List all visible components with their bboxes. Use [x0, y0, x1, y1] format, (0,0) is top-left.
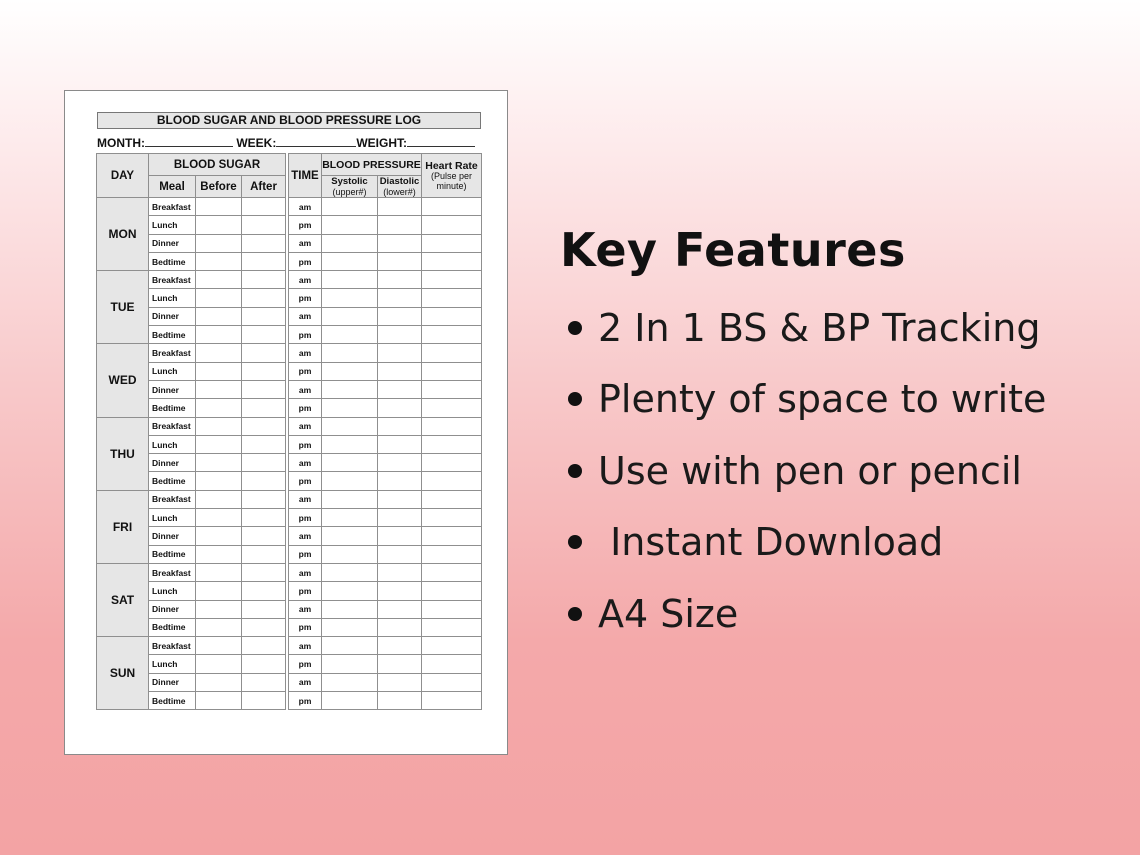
- weight-blank: [407, 135, 475, 147]
- diastolic-cell: [378, 417, 422, 435]
- systolic-header: [322, 176, 378, 198]
- table-row: [289, 509, 482, 527]
- heart-rate-cell: [422, 563, 482, 581]
- time-cell: pm: [289, 545, 322, 563]
- bullet-icon: [568, 392, 582, 406]
- systolic-cell: [322, 362, 378, 380]
- systolic-cell: [322, 618, 378, 636]
- before-cell: [196, 289, 242, 307]
- table-row: [289, 362, 482, 380]
- blood-pressure-table: [288, 153, 482, 710]
- after-cell: [242, 472, 286, 490]
- time-cell: am: [289, 417, 322, 435]
- heart-rate-cell: [422, 326, 482, 344]
- before-cell: [196, 490, 242, 508]
- heart-rate-cell: [422, 216, 482, 234]
- log-title: BLOOD SUGAR AND BLOOD PRESSURE LOG: [97, 112, 481, 129]
- systolic-cell: [322, 692, 378, 710]
- diastolic-cell: [378, 637, 422, 655]
- meal-cell: Dinner: [149, 234, 196, 252]
- systolic-cell: [322, 527, 378, 545]
- diastolic-cell: [378, 326, 422, 344]
- meal-cell: Bedtime: [149, 252, 196, 270]
- before-cell: [196, 198, 242, 216]
- after-cell: [242, 655, 286, 673]
- heart-rate-cell: [422, 673, 482, 691]
- time-cell: am: [289, 344, 322, 362]
- feature-item: [560, 292, 1120, 364]
- time-cell: am: [289, 307, 322, 325]
- week-label: WEEK:: [236, 136, 277, 150]
- systolic-cell: [322, 655, 378, 673]
- table-row: [289, 399, 482, 417]
- feature-item: [560, 578, 1120, 650]
- after-cell: [242, 545, 286, 563]
- diastolic-cell: [378, 435, 422, 453]
- before-cell: [196, 472, 242, 490]
- week-blank: [276, 135, 356, 147]
- table-row: [289, 271, 482, 289]
- after-cell: [242, 490, 286, 508]
- meal-cell: Breakfast: [149, 344, 196, 362]
- after-cell: [242, 271, 286, 289]
- time-cell: pm: [289, 692, 322, 710]
- time-cell: am: [289, 527, 322, 545]
- time-cell: pm: [289, 289, 322, 307]
- after-cell: [242, 637, 286, 655]
- heart-rate-cell: [422, 417, 482, 435]
- time-cell: pm: [289, 435, 322, 453]
- meal-cell: Dinner: [149, 454, 196, 472]
- table-row: [97, 344, 286, 362]
- after-cell: [242, 344, 286, 362]
- after-cell: [242, 216, 286, 234]
- day-cell: WED: [97, 344, 149, 417]
- table-row: [289, 655, 482, 673]
- heart-rate-cell: [422, 509, 482, 527]
- heart-rate-cell: [422, 618, 482, 636]
- time-cell: am: [289, 380, 322, 398]
- after-cell: [242, 600, 286, 618]
- systolic-cell: [322, 490, 378, 508]
- diastolic-cell: [378, 216, 422, 234]
- feature-text: Instant Download: [598, 520, 944, 565]
- before-cell: [196, 216, 242, 234]
- after-cell: [242, 198, 286, 216]
- table-row: [97, 198, 286, 216]
- systolic-cell: [322, 600, 378, 618]
- meal-cell: Lunch: [149, 435, 196, 453]
- before-header: Before: [196, 176, 242, 198]
- meal-cell: Bedtime: [149, 472, 196, 490]
- feature-text: 2 In 1 BS & BP Tracking: [598, 305, 1041, 350]
- day-cell: MON: [97, 198, 149, 271]
- systolic-cell: [322, 307, 378, 325]
- feature-text: Use with pen or pencil: [598, 448, 1022, 493]
- diastolic-cell: [378, 527, 422, 545]
- systolic-cell: [322, 326, 378, 344]
- before-cell: [196, 344, 242, 362]
- diastolic-cell: [378, 600, 422, 618]
- heart-rate-cell: [422, 527, 482, 545]
- after-cell: [242, 454, 286, 472]
- log-sheet-preview: [64, 90, 508, 755]
- heart-rate-cell: [422, 545, 482, 563]
- before-cell: [196, 454, 242, 472]
- diastolic-cell: [378, 673, 422, 691]
- time-cell: pm: [289, 252, 322, 270]
- after-cell: [242, 399, 286, 417]
- meal-cell: Bedtime: [149, 399, 196, 417]
- before-cell: [196, 326, 242, 344]
- diastolic-header: [378, 176, 422, 198]
- diastolic-cell: [378, 271, 422, 289]
- bullet-icon: [568, 607, 582, 621]
- systolic-cell: [322, 289, 378, 307]
- heart-rate-cell: [422, 289, 482, 307]
- diastolic-cell: [378, 563, 422, 581]
- header-fields: [97, 135, 481, 149]
- before-cell: [196, 362, 242, 380]
- after-cell: [242, 563, 286, 581]
- meal-cell: Breakfast: [149, 490, 196, 508]
- diastolic-cell: [378, 509, 422, 527]
- meal-cell: Lunch: [149, 216, 196, 234]
- table-row: [97, 417, 286, 435]
- meal-cell: Lunch: [149, 362, 196, 380]
- heart-rate-header: [422, 154, 482, 198]
- before-cell: [196, 618, 242, 636]
- systolic-label: Systolic: [331, 175, 368, 187]
- diastolic-cell: [378, 198, 422, 216]
- table-row: [289, 289, 482, 307]
- diastolic-cell: [378, 307, 422, 325]
- meal-cell: Bedtime: [149, 326, 196, 344]
- time-cell: am: [289, 600, 322, 618]
- systolic-cell: [322, 509, 378, 527]
- diastolic-cell: [378, 252, 422, 270]
- after-cell: [242, 252, 286, 270]
- heart-rate-cell: [422, 271, 482, 289]
- feature-item: [560, 507, 1120, 579]
- heart-rate-cell: [422, 380, 482, 398]
- diastolic-label: Diastolic: [379, 175, 420, 187]
- heart-rate-sub: (Pulse per minute): [430, 170, 473, 191]
- time-cell: am: [289, 271, 322, 289]
- time-cell: am: [289, 563, 322, 581]
- after-cell: [242, 435, 286, 453]
- before-cell: [196, 234, 242, 252]
- meal-cell: Breakfast: [149, 198, 196, 216]
- after-cell: [242, 582, 286, 600]
- meal-cell: Dinner: [149, 673, 196, 691]
- time-cell: pm: [289, 582, 322, 600]
- meal-cell: Lunch: [149, 289, 196, 307]
- table-row: [97, 637, 286, 655]
- before-cell: [196, 307, 242, 325]
- systolic-cell: [322, 454, 378, 472]
- heart-rate-cell: [422, 692, 482, 710]
- table-row: [289, 527, 482, 545]
- before-cell: [196, 600, 242, 618]
- time-cell: pm: [289, 472, 322, 490]
- time-cell: pm: [289, 655, 322, 673]
- time-cell: pm: [289, 399, 322, 417]
- before-cell: [196, 527, 242, 545]
- before-cell: [196, 655, 242, 673]
- diastolic-cell: [378, 399, 422, 417]
- before-cell: [196, 545, 242, 563]
- table-row: [289, 252, 482, 270]
- meal-cell: Dinner: [149, 600, 196, 618]
- systolic-sub: (upper#): [332, 186, 367, 197]
- before-cell: [196, 563, 242, 581]
- systolic-cell: [322, 582, 378, 600]
- before-cell: [196, 417, 242, 435]
- table-row: [97, 271, 286, 289]
- meal-cell: Breakfast: [149, 637, 196, 655]
- heart-rate-cell: [422, 435, 482, 453]
- before-cell: [196, 582, 242, 600]
- time-cell: pm: [289, 362, 322, 380]
- diastolic-cell: [378, 344, 422, 362]
- systolic-cell: [322, 673, 378, 691]
- table-row: [289, 454, 482, 472]
- table-row: [289, 380, 482, 398]
- meal-cell: Lunch: [149, 582, 196, 600]
- before-cell: [196, 637, 242, 655]
- meal-cell: Bedtime: [149, 545, 196, 563]
- systolic-cell: [322, 563, 378, 581]
- time-header: TIME: [289, 154, 322, 198]
- systolic-cell: [322, 380, 378, 398]
- time-cell: am: [289, 490, 322, 508]
- table-row: [289, 198, 482, 216]
- time-cell: am: [289, 673, 322, 691]
- key-features-panel: [560, 222, 1120, 650]
- after-cell: [242, 509, 286, 527]
- after-cell: [242, 234, 286, 252]
- diastolic-cell: [378, 692, 422, 710]
- after-cell: [242, 380, 286, 398]
- table-row: [289, 326, 482, 344]
- table-row: [289, 618, 482, 636]
- table-row: [97, 563, 286, 581]
- systolic-cell: [322, 252, 378, 270]
- heart-rate-cell: [422, 252, 482, 270]
- after-cell: [242, 527, 286, 545]
- feature-text: A4 Size: [598, 591, 739, 636]
- meal-header: Meal: [149, 176, 196, 198]
- diastolic-cell: [378, 362, 422, 380]
- weight-label: WEIGHT:: [356, 136, 408, 150]
- diastolic-cell: [378, 490, 422, 508]
- systolic-cell: [322, 198, 378, 216]
- table-row: [289, 600, 482, 618]
- month-blank: [145, 135, 233, 147]
- bullet-icon: [568, 535, 582, 549]
- meal-cell: Breakfast: [149, 563, 196, 581]
- blood-sugar-header: BLOOD SUGAR: [149, 154, 286, 176]
- diastolic-cell: [378, 618, 422, 636]
- diastolic-cell: [378, 234, 422, 252]
- meal-cell: Breakfast: [149, 417, 196, 435]
- diastolic-cell: [378, 289, 422, 307]
- table-row: [289, 563, 482, 581]
- after-header: After: [242, 176, 286, 198]
- heart-rate-cell: [422, 637, 482, 655]
- after-cell: [242, 673, 286, 691]
- table-row: [289, 417, 482, 435]
- table-row: [289, 307, 482, 325]
- heart-rate-cell: [422, 362, 482, 380]
- table-row: [289, 673, 482, 691]
- table-row: [289, 435, 482, 453]
- day-cell: THU: [97, 417, 149, 490]
- table-row: [289, 216, 482, 234]
- time-cell: am: [289, 454, 322, 472]
- before-cell: [196, 271, 242, 289]
- systolic-cell: [322, 271, 378, 289]
- after-cell: [242, 326, 286, 344]
- table-row: [289, 692, 482, 710]
- after-cell: [242, 618, 286, 636]
- after-cell: [242, 692, 286, 710]
- day-cell: SUN: [97, 637, 149, 710]
- heart-rate-cell: [422, 307, 482, 325]
- meal-cell: Lunch: [149, 509, 196, 527]
- month-label: MONTH:: [97, 136, 145, 150]
- table-row: [289, 234, 482, 252]
- diastolic-sub: (lower#): [383, 186, 416, 197]
- features-heading: Key Features: [560, 223, 906, 277]
- systolic-cell: [322, 399, 378, 417]
- heart-rate-cell: [422, 399, 482, 417]
- before-cell: [196, 509, 242, 527]
- after-cell: [242, 417, 286, 435]
- time-cell: am: [289, 198, 322, 216]
- meal-cell: Bedtime: [149, 618, 196, 636]
- table-row: [289, 344, 482, 362]
- day-cell: SAT: [97, 563, 149, 636]
- heart-rate-cell: [422, 344, 482, 362]
- diastolic-cell: [378, 380, 422, 398]
- before-cell: [196, 673, 242, 691]
- diastolic-cell: [378, 582, 422, 600]
- time-cell: pm: [289, 216, 322, 234]
- systolic-cell: [322, 234, 378, 252]
- systolic-cell: [322, 472, 378, 490]
- time-cell: pm: [289, 618, 322, 636]
- heart-rate-cell: [422, 198, 482, 216]
- table-row: [289, 545, 482, 563]
- feature-item: [560, 364, 1120, 436]
- time-cell: am: [289, 637, 322, 655]
- after-cell: [242, 307, 286, 325]
- before-cell: [196, 692, 242, 710]
- day-header: DAY: [97, 154, 149, 198]
- day-cell: TUE: [97, 271, 149, 344]
- systolic-cell: [322, 637, 378, 655]
- time-cell: pm: [289, 509, 322, 527]
- time-cell: pm: [289, 326, 322, 344]
- time-cell: am: [289, 234, 322, 252]
- systolic-cell: [322, 417, 378, 435]
- meal-cell: Lunch: [149, 655, 196, 673]
- before-cell: [196, 252, 242, 270]
- systolic-cell: [322, 435, 378, 453]
- heart-rate-cell: [422, 472, 482, 490]
- diastolic-cell: [378, 655, 422, 673]
- systolic-cell: [322, 344, 378, 362]
- feature-text: Plenty of space to write: [598, 377, 1047, 422]
- meal-cell: Dinner: [149, 527, 196, 545]
- bullet-icon: [568, 321, 582, 335]
- diastolic-cell: [378, 454, 422, 472]
- day-cell: FRI: [97, 490, 149, 563]
- meal-cell: Bedtime: [149, 692, 196, 710]
- table-row: [97, 490, 286, 508]
- heart-rate-cell: [422, 600, 482, 618]
- blood-pressure-header: BLOOD PRESSURE: [322, 154, 422, 176]
- heart-rate-cell: [422, 582, 482, 600]
- table-row: [289, 637, 482, 655]
- heart-rate-label: Heart Rate: [425, 159, 478, 172]
- systolic-cell: [322, 545, 378, 563]
- heart-rate-cell: [422, 234, 482, 252]
- before-cell: [196, 399, 242, 417]
- meal-cell: Breakfast: [149, 271, 196, 289]
- bullet-icon: [568, 464, 582, 478]
- heart-rate-cell: [422, 655, 482, 673]
- meal-cell: Dinner: [149, 307, 196, 325]
- blood-sugar-table: [96, 153, 286, 710]
- table-row: [289, 472, 482, 490]
- feature-item: [560, 435, 1120, 507]
- table-row: [289, 582, 482, 600]
- before-cell: [196, 380, 242, 398]
- meal-cell: Dinner: [149, 380, 196, 398]
- systolic-cell: [322, 216, 378, 234]
- after-cell: [242, 289, 286, 307]
- before-cell: [196, 435, 242, 453]
- after-cell: [242, 362, 286, 380]
- heart-rate-cell: [422, 454, 482, 472]
- diastolic-cell: [378, 545, 422, 563]
- diastolic-cell: [378, 472, 422, 490]
- heart-rate-cell: [422, 490, 482, 508]
- table-row: [289, 490, 482, 508]
